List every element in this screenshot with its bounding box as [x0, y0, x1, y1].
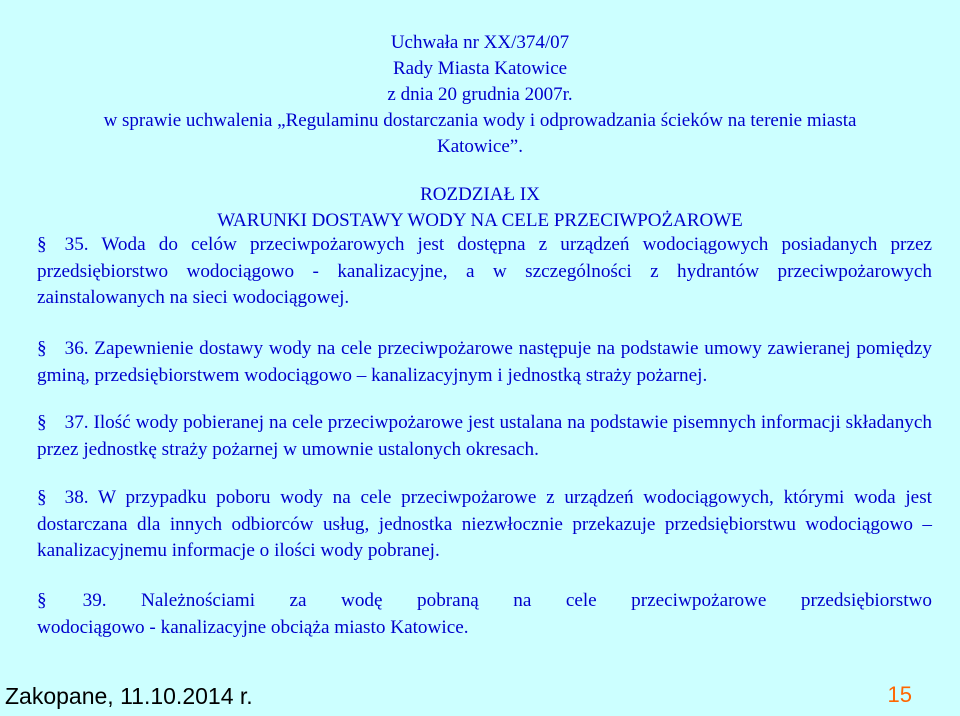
paragraph-text: 36. Zapewnienie dostawy wody na cele przeciwpożarowe następuje na podstawie umowy zawieranej pomiędzy gminą, przedsiębiorstwem wodociągowo – kanalizacyjnym i jednostką straży pożarnej.	[37, 338, 932, 386]
paragraph-text-1: 39. Należnościami za wodę pobraną na cele przeciwpożarowe przedsiębiorstwo	[82, 590, 932, 611]
paragraph-38	[37, 485, 932, 565]
resolution-header	[0, 30, 960, 160]
chapter-heading	[0, 182, 960, 234]
chapter-number: ROZDZIAŁ IX	[420, 184, 540, 205]
council-name: Rady Miasta Katowice	[392, 58, 568, 79]
paragraph-line-1	[37, 588, 932, 615]
section-mark: §	[37, 338, 47, 359]
resolution-date: z dnia 20 grudnia 2007r.	[387, 84, 573, 105]
paragraph-text: 35. Woda do celów przeciwpożarowych jest dostępna z urządzeń wodociągowych posiadanych przez przedsiębiorstwo wodociągowo - kanalizacyjne, a w szczególności z hydrantów przeciwpożarowych zainstalowanych na sieci wodociągowej.	[37, 234, 932, 308]
resolution-number: Uchwała nr XX/374/07	[390, 32, 570, 53]
paragraph-text: 38. W przypadku poboru wody na cele przeciwpożarowe z urządzeń wodociągowych, którymi woda jest dostarczana dla innych odbiorców usług, jednostka niezwłocznie przekazuje przedsiębiorstwu wodociągowo – kanalizacyjnemu informacje o ilości wody pobranej.	[37, 487, 932, 561]
paragraph-text-2: wodociągowo - kanalizacyjne obciąża miasto Katowice.	[37, 616, 469, 638]
paragraph-39	[37, 588, 932, 641]
footer-location-date: Zakopane, 11.10.2014 r.	[5, 683, 253, 709]
paragraph-37	[37, 410, 932, 463]
chapter-title: WARUNKI DOSTAWY WODY NA CELE PRZECIWPOŻAROWE	[217, 210, 743, 231]
paragraph-36	[37, 336, 932, 389]
resolution-subject-cont: Katowice”.	[437, 136, 523, 157]
resolution-subject: w sprawie uchwalenia „Regulaminu dostarczania wody i odprowadzania ścieków na terenie miasta	[103, 110, 857, 131]
paragraph-35	[37, 232, 932, 312]
page-number: 15	[887, 682, 912, 707]
section-mark: §	[37, 590, 47, 611]
paragraph-text: 37. Ilość wody pobieranej na cele przeciwpożarowe jest ustalana na podstawie pisemnych informacji składanych przez jednostkę straży pożarnej w umownie ustalonych okresach.	[37, 412, 932, 460]
section-mark: §	[37, 487, 47, 508]
section-mark: §	[37, 412, 47, 433]
section-mark: §	[37, 234, 47, 255]
